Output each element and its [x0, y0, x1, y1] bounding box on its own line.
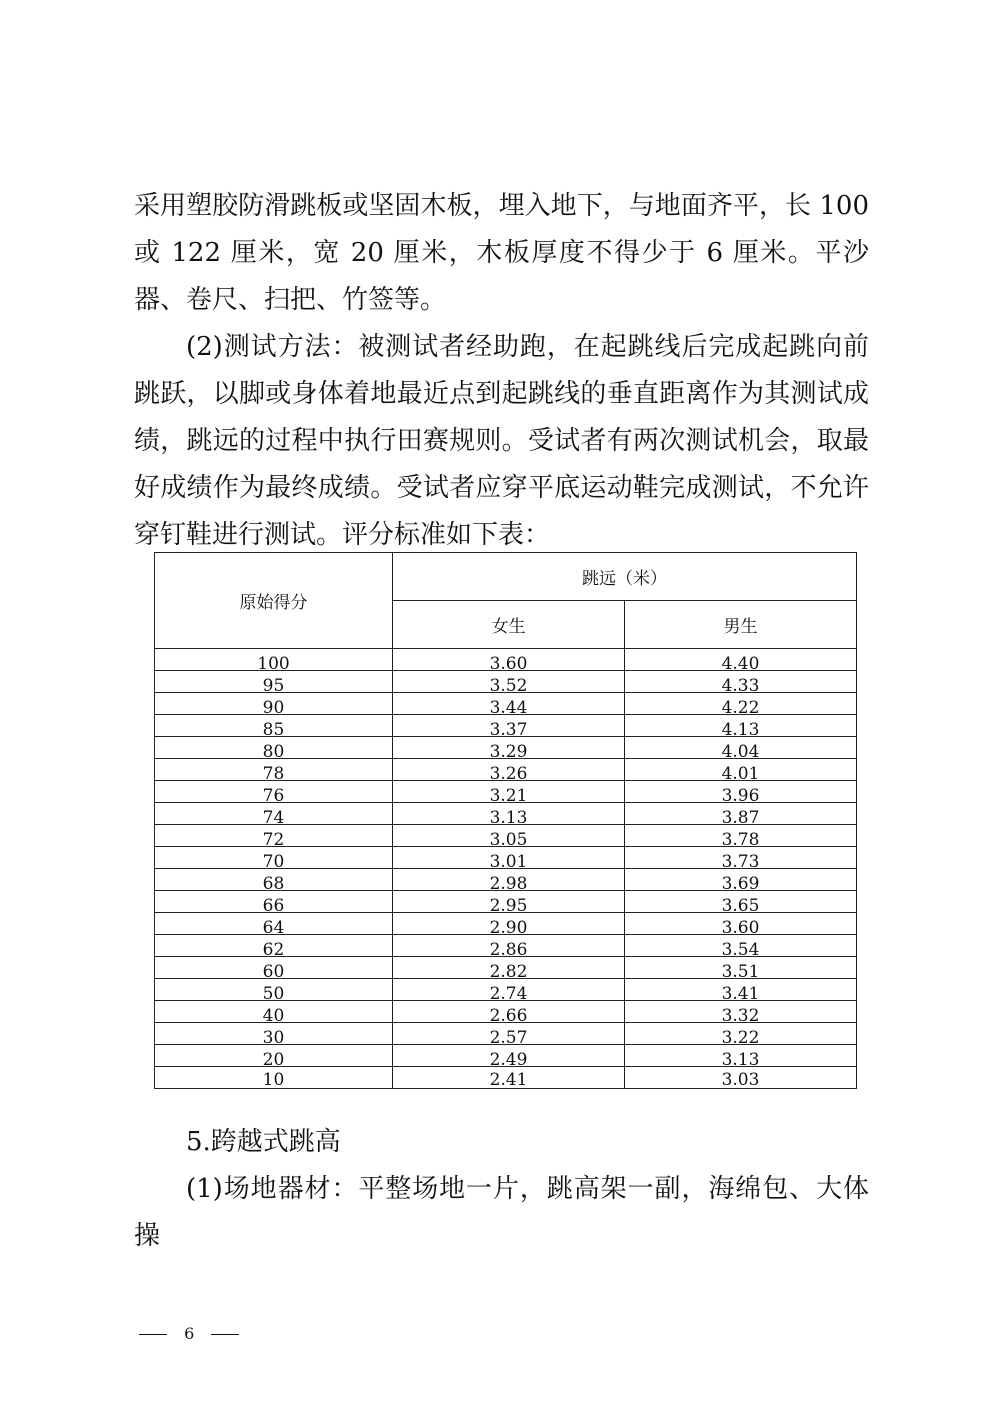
cell-female: 2.57	[393, 1023, 625, 1045]
page-number: 6	[184, 1324, 195, 1343]
table-row	[155, 847, 857, 869]
cell-female: 2.95	[393, 891, 625, 913]
cell-male: 3.96	[625, 781, 857, 803]
table-row	[155, 957, 857, 979]
cell-male: 4.01	[625, 759, 857, 781]
cell-score: 74	[155, 803, 393, 825]
cell-female: 2.74	[393, 979, 625, 1001]
table-row	[155, 1023, 857, 1045]
cell-male: 4.13	[625, 715, 857, 737]
cell-score: 72	[155, 825, 393, 847]
cell-male: 3.69	[625, 869, 857, 891]
cell-male: 3.22	[625, 1023, 857, 1045]
cell-male: 3.03	[625, 1067, 857, 1089]
cell-male: 4.04	[625, 737, 857, 759]
cell-female: 3.44	[393, 693, 625, 715]
cell-male: 3.65	[625, 891, 857, 913]
cell-score: 95	[155, 671, 393, 693]
table-row	[155, 869, 857, 891]
cell-score: 60	[155, 957, 393, 979]
cell-score: 85	[155, 715, 393, 737]
table-row	[155, 737, 857, 759]
cell-score: 20	[155, 1045, 393, 1067]
table-row	[155, 979, 857, 1001]
cell-male: 3.41	[625, 979, 857, 1001]
cell-score: 50	[155, 979, 393, 1001]
cell-female: 3.21	[393, 781, 625, 803]
table-row	[155, 891, 857, 913]
cell-male: 3.54	[625, 935, 857, 957]
cell-female: 2.66	[393, 1001, 625, 1023]
cell-score: 78	[155, 759, 393, 781]
cell-female: 2.49	[393, 1045, 625, 1067]
table-row	[155, 781, 857, 803]
cell-male: 3.73	[625, 847, 857, 869]
cell-score: 90	[155, 693, 393, 715]
cell-score: 66	[155, 891, 393, 913]
cell-male: 3.32	[625, 1001, 857, 1023]
header-female: 女生	[393, 601, 625, 649]
scoring-table	[154, 552, 857, 1089]
table-row	[155, 649, 857, 671]
cell-score: 100	[155, 649, 393, 671]
table-row	[155, 1045, 857, 1067]
cell-male: 3.78	[625, 825, 857, 847]
table-row	[155, 825, 857, 847]
cell-female: 2.41	[393, 1067, 625, 1089]
cell-female: 2.90	[393, 913, 625, 935]
table-row	[155, 913, 857, 935]
cell-female: 3.60	[393, 649, 625, 671]
cell-score: 40	[155, 1001, 393, 1023]
cell-score: 10	[155, 1067, 393, 1089]
cell-female: 3.37	[393, 715, 625, 737]
cell-score: 70	[155, 847, 393, 869]
table-row	[155, 935, 857, 957]
cell-female: 2.82	[393, 957, 625, 979]
table-row	[155, 693, 857, 715]
cell-female: 3.05	[393, 825, 625, 847]
header-male: 男生	[625, 601, 857, 649]
cell-female: 3.01	[393, 847, 625, 869]
footer-dash-right	[211, 1334, 239, 1335]
cell-score: 76	[155, 781, 393, 803]
table-row	[155, 1001, 857, 1023]
cell-score: 64	[155, 913, 393, 935]
footer-dash-left	[139, 1334, 167, 1335]
table-row	[155, 759, 857, 781]
cell-male: 3.60	[625, 913, 857, 935]
paragraph-test-method: (2)测试方法：被测试者经助跑，在起跳线后完成起跳向前跳跃，以脚或身体着地最近点到起跳线的垂直距离作为其测试成绩，跳远的过程中执行田赛规则。受试者有两次测试机会，取最好成绩作为最终成绩。受试者应穿平底运动鞋完成测试，不允许穿钉鞋进行测试。评分标准如下表：	[134, 332, 869, 550]
table-row	[155, 671, 857, 693]
cell-male: 4.40	[625, 649, 857, 671]
cell-female: 3.29	[393, 737, 625, 759]
cell-score: 80	[155, 737, 393, 759]
cell-male: 3.87	[625, 803, 857, 825]
cell-score: 68	[155, 869, 393, 891]
cell-female: 2.86	[393, 935, 625, 957]
table-row	[155, 715, 857, 737]
cell-male: 4.33	[625, 671, 857, 693]
cell-score: 30	[155, 1023, 393, 1045]
cell-female: 3.26	[393, 759, 625, 781]
table-row	[155, 1067, 857, 1089]
cell-female: 3.52	[393, 671, 625, 693]
header-score: 原始得分	[155, 553, 393, 649]
header-long-jump: 跳远（米）	[393, 553, 857, 601]
paragraph-equipment: 采用塑胶防滑跳板或坚固木板，埋入地下，与地面齐平，长 100 或 122 厘米，宽 20 厘米，木板厚度不得少于 6 厘米。平沙器、卷尺、扫把、竹签等。	[134, 191, 869, 315]
cell-male: 4.22	[625, 693, 857, 715]
cell-score: 62	[155, 935, 393, 957]
cell-male: 3.13	[625, 1045, 857, 1067]
paragraph-venue-equipment: (1)场地器材：平整场地一片，跳高架一副，海绵包、大体操	[134, 1174, 869, 1251]
cell-female: 3.13	[393, 803, 625, 825]
section-heading-high-jump: 5.跨越式跳高	[186, 1127, 341, 1157]
table-row	[155, 803, 857, 825]
cell-male: 3.51	[625, 957, 857, 979]
page-footer	[139, 1324, 239, 1343]
cell-female: 2.98	[393, 869, 625, 891]
